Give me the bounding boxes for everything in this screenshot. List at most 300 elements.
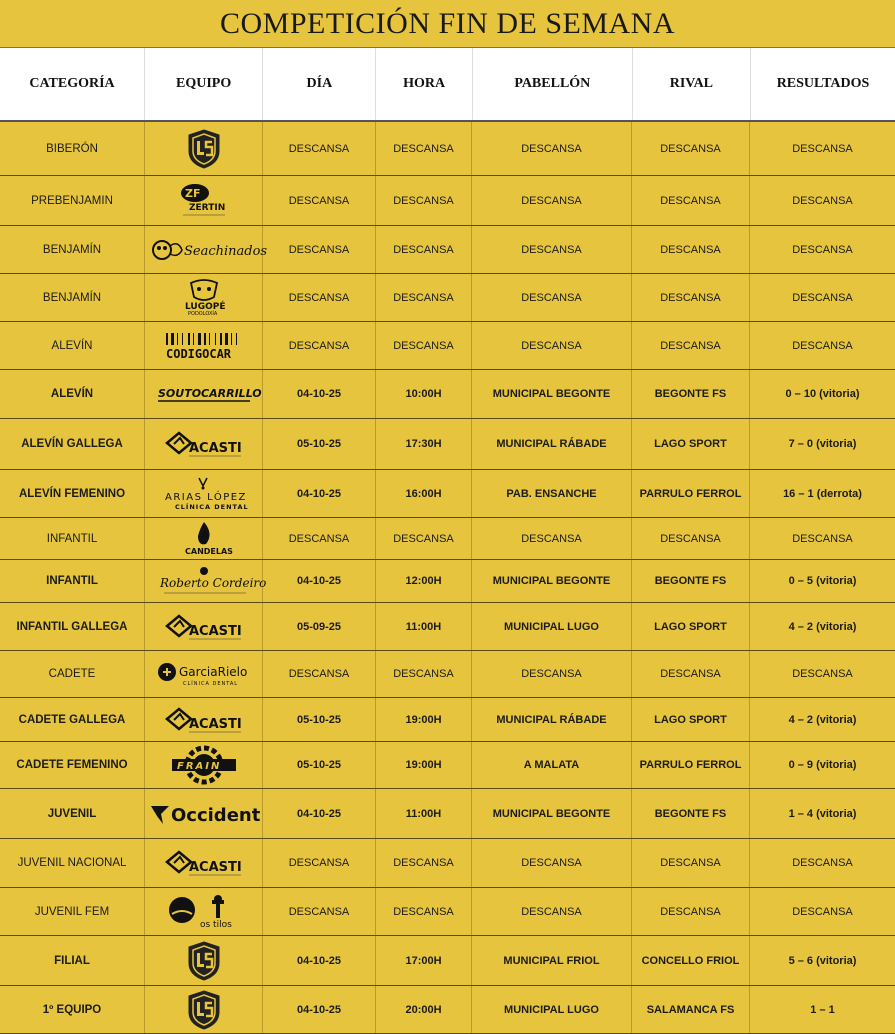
day-cell [263, 370, 376, 418]
day-cell [263, 603, 376, 650]
rival-text: LAGO SPORT [654, 713, 727, 726]
team-logo-cell [145, 742, 263, 788]
category-text: BIBERÓN [46, 142, 98, 155]
rival-text: DESCANSA [660, 291, 721, 304]
time-cell [376, 560, 472, 602]
day-cell [263, 651, 376, 697]
result-cell [750, 322, 895, 369]
category-text: INFANTIL [46, 532, 98, 545]
time-cell [376, 176, 472, 225]
category-cell [0, 603, 145, 650]
rival-text: DESCANSA [660, 668, 721, 680]
result-cell [750, 603, 895, 650]
rival-text: DESCANSA [660, 905, 721, 918]
day-cell [263, 888, 376, 935]
team-logo-cell [145, 839, 263, 887]
time-text: DESCANSA [393, 243, 454, 256]
category-text: INFANTIL GALLEGA [16, 620, 128, 633]
category-cell [0, 419, 145, 469]
rival-cell [632, 419, 750, 469]
svg-text:SOUTOCARRILLO: SOUTOCARRILLO [157, 387, 262, 400]
day-text: DESCANSA [288, 532, 350, 545]
svg-text:CLÍNICA DENTAL: CLÍNICA DENTAL [174, 502, 249, 511]
table-row [0, 470, 895, 518]
category-cell [0, 176, 145, 225]
category-cell [0, 986, 145, 1033]
rival-text: BEGONTE FS [654, 575, 727, 587]
day-cell [263, 560, 376, 602]
svg-text:CLÍNICA DENTAL: CLÍNICA DENTAL [182, 681, 238, 687]
rival-cell [632, 370, 750, 418]
time-text: 19:00H [405, 759, 442, 771]
venue-text: DESCANSA [521, 194, 582, 207]
sponsor-logo [179, 183, 229, 219]
time-text: 20:00H [405, 1003, 442, 1016]
category-text: BENJAMÍN [42, 291, 102, 304]
rival-text: DESCANSA [660, 243, 721, 256]
rival-text: DESCANSA [660, 857, 721, 869]
table-row [0, 789, 895, 839]
sponsor-logo [156, 383, 262, 405]
sponsor-logo [159, 476, 249, 512]
sponsor-logo [163, 612, 245, 642]
time-cell [376, 419, 472, 469]
svg-text:ZF: ZF [184, 186, 200, 200]
team-logo-cell [145, 603, 263, 650]
result-text: DESCANSA [792, 857, 853, 869]
venue-text: DESCANSA [521, 532, 582, 545]
time-text: 11:00H [405, 807, 442, 820]
venue-text: MUNICIPAL LUGO [504, 620, 599, 633]
time-text: 17:30H [405, 438, 442, 450]
svg-text:Occident: Occident [170, 804, 260, 826]
venue-cell [472, 839, 632, 887]
result-text: DESCANSA [792, 668, 853, 680]
venue-cell [472, 789, 632, 838]
result-cell [750, 470, 895, 517]
day-text: 04-10-25 [296, 807, 342, 820]
rival-text: DESCANSA [660, 532, 721, 545]
rival-cell [632, 322, 750, 369]
time-cell [376, 518, 472, 559]
sponsor-logo [187, 941, 221, 981]
result-cell [750, 560, 895, 602]
rival-cell [632, 518, 750, 559]
venue-text: MUNICIPAL LUGO [504, 1003, 599, 1016]
day-cell [263, 518, 376, 559]
team-logo-cell [145, 888, 263, 935]
result-cell [750, 226, 895, 273]
rival-cell [632, 839, 750, 887]
day-cell [263, 742, 376, 788]
time-text: 10:00H [405, 388, 442, 400]
svg-text:ACASTI: ACASTI [188, 623, 242, 639]
rival-cell [632, 274, 750, 321]
team-logo-cell [145, 651, 263, 697]
result-text: DESCANSA [792, 291, 853, 304]
time-cell [376, 936, 472, 985]
venue-text: MUNICIPAL BEGONTE [492, 575, 611, 587]
result-cell [750, 370, 895, 418]
result-text: 4 – 2 (vitoria) [788, 713, 857, 726]
rival-cell [632, 789, 750, 838]
venue-cell [472, 698, 632, 741]
category-text: 1º EQUIPO [42, 1003, 102, 1016]
result-cell [750, 936, 895, 985]
category-text: PREBENJAMIN [31, 194, 113, 207]
time-cell [376, 698, 472, 741]
sponsor-logo [181, 279, 227, 317]
table-row [0, 560, 895, 603]
rival-cell [632, 560, 750, 602]
result-text: 4 – 2 (vitoria) [788, 620, 857, 633]
venue-text: DESCANSA [521, 142, 582, 155]
day-text: DESCANSA [288, 142, 350, 155]
sponsor-logo [163, 429, 245, 459]
table-row [0, 698, 895, 742]
venue-cell [472, 122, 632, 175]
team-logo-cell [145, 560, 266, 602]
venue-cell [472, 419, 632, 469]
result-text: 7 – 0 (vitoria) [788, 438, 857, 450]
team-logo-cell [145, 226, 267, 273]
result-cell [750, 651, 895, 697]
rival-text: BEGONTE FS [654, 388, 727, 400]
team-logo-cell [145, 176, 263, 225]
result-text: 5 – 6 (vitoria) [788, 954, 857, 967]
result-cell [750, 789, 895, 838]
day-cell [263, 322, 376, 369]
rival-cell [632, 986, 750, 1033]
time-text: 16:00H [405, 487, 442, 500]
table-row [0, 226, 895, 274]
category-text: CADETE GALLEGA [18, 713, 126, 726]
svg-text:ACASTI: ACASTI [188, 860, 242, 875]
category-text: JUVENIL FEM [34, 905, 110, 918]
rival-cell [632, 698, 750, 741]
result-text: 0 – 10 (vitoria) [785, 388, 860, 400]
venue-text: MUNICIPAL BEGONTE [492, 807, 611, 820]
header-dia: DÍA [263, 48, 376, 120]
result-cell [750, 698, 895, 741]
venue-text: DESCANSA [521, 291, 582, 304]
svg-text:os tilos: os tilos [199, 919, 232, 930]
venue-text: MUNICIPAL RÁBADE [496, 438, 607, 450]
result-cell [750, 122, 895, 175]
table-row [0, 986, 895, 1034]
result-text: 16 – 1 (derrota) [783, 487, 862, 500]
category-cell [0, 370, 145, 418]
venue-cell [472, 560, 632, 602]
time-cell [376, 274, 472, 321]
category-text: BENJAMÍN [42, 243, 102, 256]
venue-text: DESCANSA [521, 339, 582, 352]
venue-cell [472, 470, 632, 517]
header-pabellon: PABELLÓN [473, 48, 633, 120]
sponsor-logo [150, 236, 267, 264]
day-text: 05-09-25 [296, 620, 342, 633]
category-text: ALEVÍN [50, 388, 94, 400]
time-text: DESCANSA [393, 857, 454, 869]
team-logo-cell [145, 936, 263, 985]
category-cell [0, 226, 145, 273]
time-cell [376, 839, 472, 887]
svg-text:CODIGOCAR: CODIGOCAR [165, 346, 231, 361]
time-text: DESCANSA [393, 668, 454, 680]
venue-text: DESCANSA [521, 243, 582, 256]
venue-cell [472, 518, 632, 559]
time-cell [376, 470, 472, 517]
sponsor-logo [149, 800, 259, 828]
time-cell [376, 226, 472, 273]
category-cell [0, 698, 145, 741]
team-logo-cell [145, 789, 263, 838]
venue-text: A MALATA [523, 759, 580, 771]
day-text: DESCANSA [288, 905, 350, 918]
rival-cell [632, 936, 750, 985]
result-cell [750, 986, 895, 1033]
rival-text: DESCANSA [660, 194, 721, 207]
venue-cell [472, 936, 632, 985]
header-hora: HORA [376, 48, 472, 120]
category-cell [0, 274, 145, 321]
svg-text:GarciaRielo: GarciaRielo [178, 665, 247, 679]
header-categoria: CATEGORÍA [0, 48, 145, 120]
rival-text: DESCANSA [660, 142, 721, 155]
day-text: DESCANSA [288, 339, 350, 352]
rival-cell [632, 470, 750, 517]
team-logo-cell [145, 322, 263, 369]
table-row [0, 322, 895, 370]
sponsor-logo [158, 565, 266, 597]
time-text: DESCANSA [393, 905, 454, 918]
svg-text:Roberto Cordeiro: Roberto Cordeiro [159, 576, 266, 590]
page-title: COMPETICIÓN FIN DE SEMANA [0, 0, 895, 48]
team-logo-cell [145, 698, 263, 741]
sponsor-logo [163, 705, 245, 735]
time-text: DESCANSA [393, 291, 454, 304]
venue-cell [472, 226, 632, 273]
day-cell [263, 986, 376, 1033]
venue-text: DESCANSA [521, 905, 582, 918]
time-text: DESCANSA [393, 532, 454, 545]
result-text: DESCANSA [792, 905, 853, 918]
table-row [0, 888, 895, 936]
venue-cell [472, 651, 632, 697]
svg-text:ARIAS LÓPEZ: ARIAS LÓPEZ [164, 491, 247, 503]
category-text: CADETE FEMENINO [16, 759, 128, 771]
result-cell [750, 518, 895, 559]
category-cell [0, 888, 145, 935]
result-text: 0 – 9 (vitoria) [788, 759, 857, 771]
day-cell [263, 470, 376, 517]
rival-cell [632, 226, 750, 273]
time-text: 17:00H [405, 954, 442, 967]
team-logo-cell [145, 470, 263, 517]
result-text: DESCANSA [792, 243, 853, 256]
header-equipo: EQUIPO [145, 48, 263, 120]
result-text: 1 – 4 (vitoria) [788, 807, 857, 820]
team-logo-cell [145, 518, 263, 559]
day-cell [263, 839, 376, 887]
rival-cell [632, 603, 750, 650]
time-text: 11:00H [405, 620, 442, 633]
day-cell [263, 698, 376, 741]
category-text: CADETE [48, 668, 96, 680]
rival-text: PARRULO FERROL [639, 487, 742, 500]
team-logo-cell [145, 370, 263, 418]
sponsor-logo [157, 660, 251, 688]
day-text: 04-10-25 [296, 575, 342, 587]
svg-text:ACASTI: ACASTI [188, 441, 242, 456]
day-cell [263, 226, 376, 273]
svg-text:Seachinados: Seachinados [183, 243, 267, 259]
venue-cell [472, 322, 632, 369]
category-cell [0, 518, 145, 559]
table-body [0, 122, 895, 1034]
day-cell [263, 122, 376, 175]
rival-cell [632, 651, 750, 697]
rival-cell [632, 888, 750, 935]
category-text: ALEVÍN [51, 339, 93, 352]
team-logo-cell [145, 419, 263, 469]
time-text: 19:00H [405, 713, 442, 726]
rival-text: DESCANSA [660, 339, 721, 352]
category-cell [0, 122, 145, 175]
category-cell [0, 839, 145, 887]
result-text: DESCANSA [792, 142, 853, 155]
day-text: DESCANSA [288, 243, 350, 256]
venue-text: MUNICIPAL BEGONTE [492, 388, 611, 400]
svg-text:ZERTIN: ZERTIN [188, 202, 225, 213]
table-row [0, 370, 895, 419]
time-cell [376, 651, 472, 697]
svg-text:ACASTI: ACASTI [188, 716, 242, 732]
svg-text:CANDELAS: CANDELAS [184, 546, 233, 556]
day-text: 04-10-25 [296, 388, 342, 400]
table-row [0, 176, 895, 226]
day-cell [263, 789, 376, 838]
day-text: DESCANSA [288, 857, 350, 869]
table-row [0, 603, 895, 651]
result-cell [750, 274, 895, 321]
header-resultados: RESULTADOS [776, 76, 870, 91]
venue-text: PAB. ENSANCHE [506, 487, 597, 500]
time-cell [376, 603, 472, 650]
rival-cell [632, 176, 750, 225]
rival-text: LAGO SPORT [654, 438, 727, 450]
sponsor-logo [170, 745, 238, 785]
day-text: DESCANSA [288, 291, 350, 304]
venue-text: DESCANSA [521, 668, 582, 680]
time-text: DESCANSA [393, 194, 454, 207]
category-text: FILIAL [54, 954, 90, 967]
rival-text: SALAMANCA FS [646, 1003, 735, 1016]
sponsor-logo [187, 990, 221, 1030]
sponsor-logo [164, 331, 244, 361]
venue-cell [472, 274, 632, 321]
table-row [0, 518, 895, 560]
svg-text:FRAIN: FRAIN [176, 761, 221, 772]
rival-cell [632, 122, 750, 175]
day-text: DESCANSA [288, 194, 350, 207]
table-row [0, 419, 895, 470]
result-text: 1 – 1 [810, 1003, 835, 1016]
venue-cell [472, 176, 632, 225]
category-cell [0, 789, 145, 838]
category-text: JUVENIL [47, 807, 97, 820]
category-text: INFANTIL [46, 575, 98, 587]
sponsor-logo [187, 129, 221, 169]
result-cell [750, 176, 895, 225]
time-cell [376, 370, 472, 418]
category-cell [0, 936, 145, 985]
category-cell [0, 470, 145, 517]
header-rival: RIVAL [633, 48, 751, 120]
day-text: 04-10-25 [296, 487, 342, 500]
result-cell [750, 839, 895, 887]
sponsor-logo [182, 520, 233, 558]
venue-cell [472, 986, 632, 1033]
result-text: DESCANSA [792, 339, 853, 352]
rival-text: LAGO SPORT [654, 620, 727, 633]
rival-text: PARRULO FERROL [639, 759, 742, 771]
rival-cell [632, 742, 750, 788]
time-cell [376, 122, 472, 175]
result-text: DESCANSA [792, 532, 853, 545]
rival-text: CONCELLO FRIOL [641, 954, 740, 967]
category-cell [0, 322, 145, 369]
day-cell [263, 419, 376, 469]
result-cell [750, 742, 895, 788]
day-cell [263, 274, 376, 321]
day-text: 05-10-25 [296, 759, 342, 771]
table-row [0, 936, 895, 986]
venue-text: MUNICIPAL FRIOL [503, 954, 600, 967]
svg-text:LUGOPÉ: LUGOPÉ [184, 301, 226, 312]
venue-text: MUNICIPAL RÁBADE [496, 713, 607, 726]
venue-cell [472, 742, 632, 788]
time-cell [376, 322, 472, 369]
venue-cell [472, 888, 632, 935]
table-row [0, 651, 895, 698]
time-cell [376, 742, 472, 788]
time-text: DESCANSA [393, 142, 454, 155]
day-text: 05-10-25 [296, 438, 342, 450]
category-cell [0, 651, 145, 697]
table-row [0, 742, 895, 789]
team-logo-cell [145, 986, 263, 1033]
time-cell [376, 986, 472, 1033]
venue-cell [472, 370, 632, 418]
category-text: ALEVÍN FEMENINO [18, 487, 126, 500]
category-text: JUVENIL NACIONAL [17, 857, 127, 869]
table-row [0, 274, 895, 322]
rival-text: BEGONTE FS [654, 807, 727, 820]
result-text: DESCANSA [792, 194, 853, 207]
team-logo-cell [145, 122, 263, 175]
day-text: 04-10-25 [296, 1003, 342, 1016]
day-text: 04-10-25 [296, 954, 342, 967]
day-cell [263, 176, 376, 225]
table-row [0, 839, 895, 888]
day-text: DESCANSA [288, 668, 350, 680]
time-cell [376, 888, 472, 935]
time-text: 12:00H [405, 575, 442, 587]
table-header [0, 48, 895, 122]
time-cell [376, 789, 472, 838]
category-cell [0, 742, 145, 788]
